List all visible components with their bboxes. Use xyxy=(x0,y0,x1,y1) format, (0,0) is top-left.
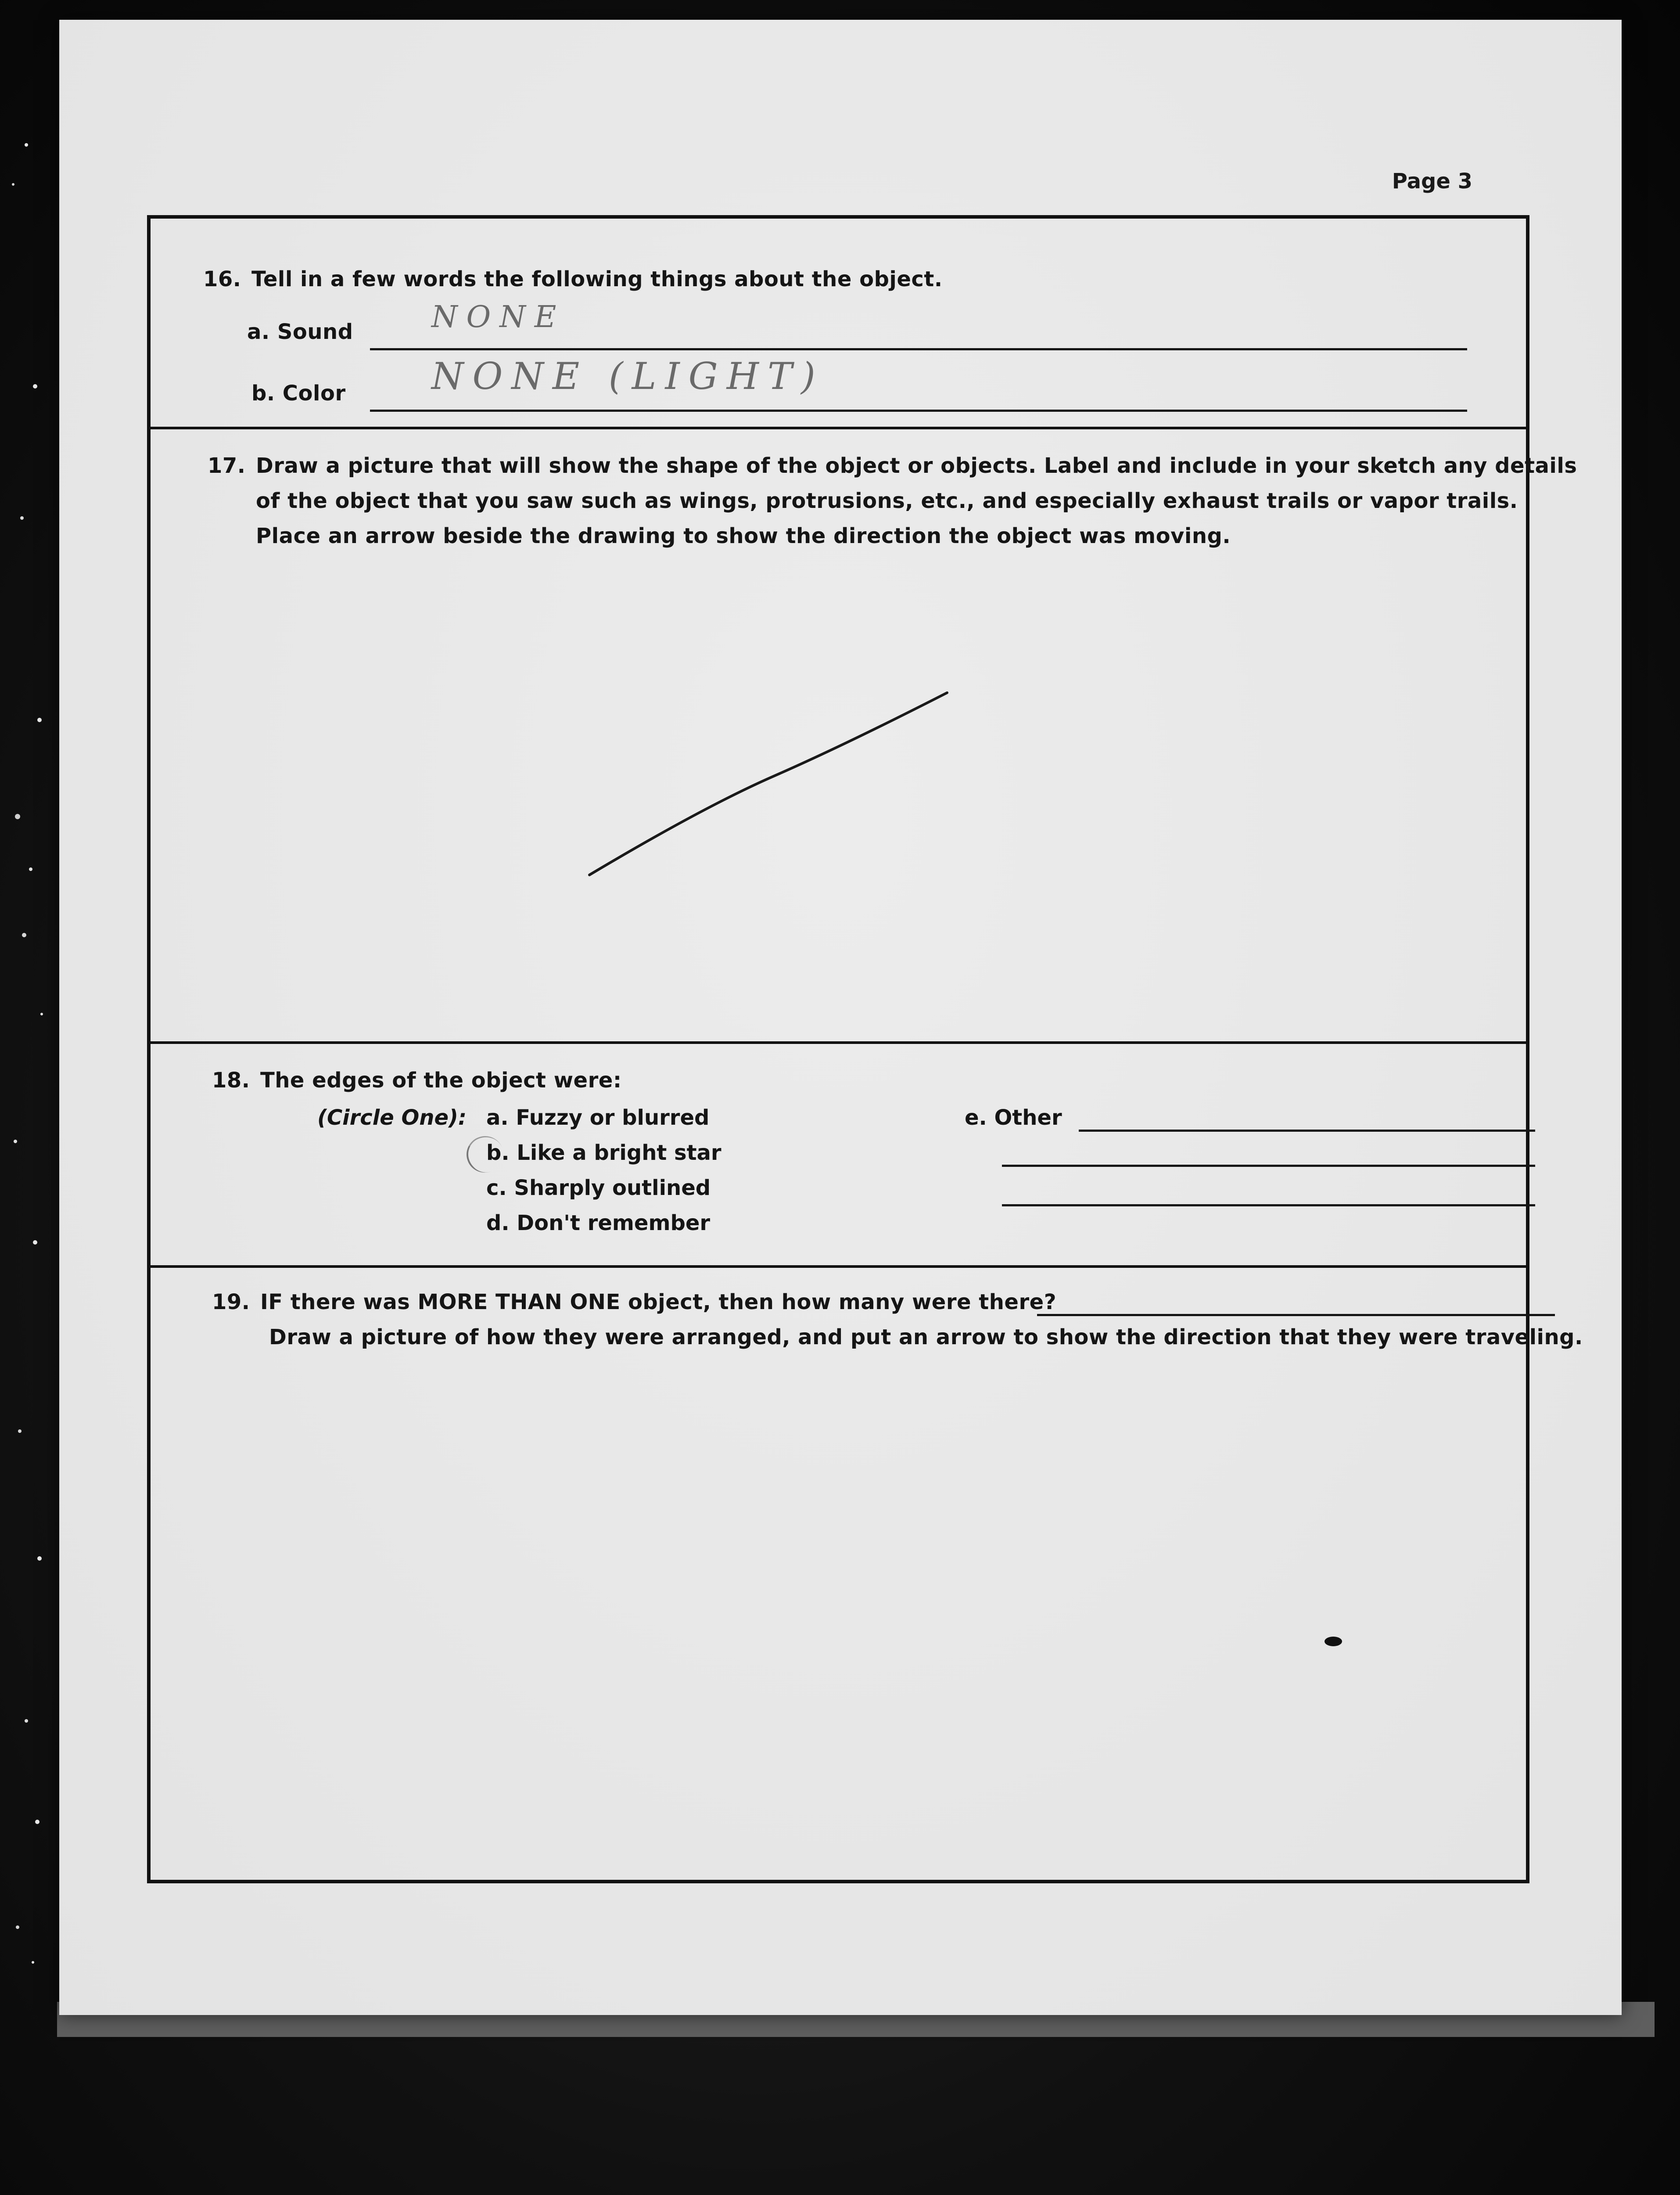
q18-number: 18. xyxy=(212,1068,250,1093)
q18-option-b[interactable]: b. Like a bright star xyxy=(486,1141,722,1165)
q18-option-d[interactable]: d. Don't remember xyxy=(486,1211,711,1235)
q18-other-line-1[interactable] xyxy=(1079,1130,1535,1132)
film-edge-specks xyxy=(0,0,59,2195)
q18-instruction: (Circle One): xyxy=(317,1105,467,1130)
q18-option-c[interactable]: c. Sharply outlined xyxy=(486,1176,711,1200)
q19-line1: IF there was MORE THAN ONE object, then how many were there? xyxy=(260,1290,1057,1314)
q19-count-line[interactable] xyxy=(1037,1314,1555,1316)
q16-sound-answer: NONE xyxy=(431,300,565,335)
q16-sound-line xyxy=(370,348,1467,350)
q16-color-label: b. Color xyxy=(251,381,346,406)
q16-color-line xyxy=(370,410,1467,412)
q17-number: 17. xyxy=(208,453,246,478)
question-19-section xyxy=(151,1268,1583,1882)
q17-sketch-area xyxy=(151,429,1526,1040)
question-18-section xyxy=(151,1044,1526,1268)
q19-number: 19. xyxy=(212,1290,250,1314)
q18-other-line-2[interactable] xyxy=(1002,1165,1535,1167)
q18-prompt: The edges of the object were: xyxy=(260,1068,622,1093)
q16-sound-label: a. Sound xyxy=(247,320,353,344)
form-page xyxy=(59,20,1622,2015)
q18-other-line-3[interactable] xyxy=(1002,1204,1535,1206)
q17-line3: Place an arrow beside the drawing to show the direction the object was moving. xyxy=(256,524,1231,548)
question-16-section xyxy=(151,219,1526,429)
q18-option-e[interactable]: e. Other xyxy=(965,1105,1062,1130)
q16-color-answer: NONE (LIGHT) xyxy=(431,355,824,398)
q16-prompt: Tell in a few words the following things about the object. xyxy=(251,267,943,291)
page-number: Page 3 xyxy=(1392,169,1472,194)
q17-sketch-trail-line xyxy=(589,693,947,875)
q19-line2: Draw a picture of how they were arranged, and put an arrow to show the direction that they were traveling. xyxy=(269,1325,1583,1349)
q17-line1: Draw a picture that will show the shape of the object or objects. Label and include in your sketch any details xyxy=(256,453,1577,478)
q18-option-a[interactable]: a. Fuzzy or blurred xyxy=(486,1105,710,1130)
q16-number: 16. xyxy=(203,267,241,291)
form-box xyxy=(147,215,1583,1883)
q17-line2: of the object that you saw such as wings, protrusions, etc., and especially exhaust trails or vapor trails. xyxy=(256,489,1518,513)
question-17-section xyxy=(151,429,1577,1044)
ink-speck xyxy=(1325,1637,1342,1646)
